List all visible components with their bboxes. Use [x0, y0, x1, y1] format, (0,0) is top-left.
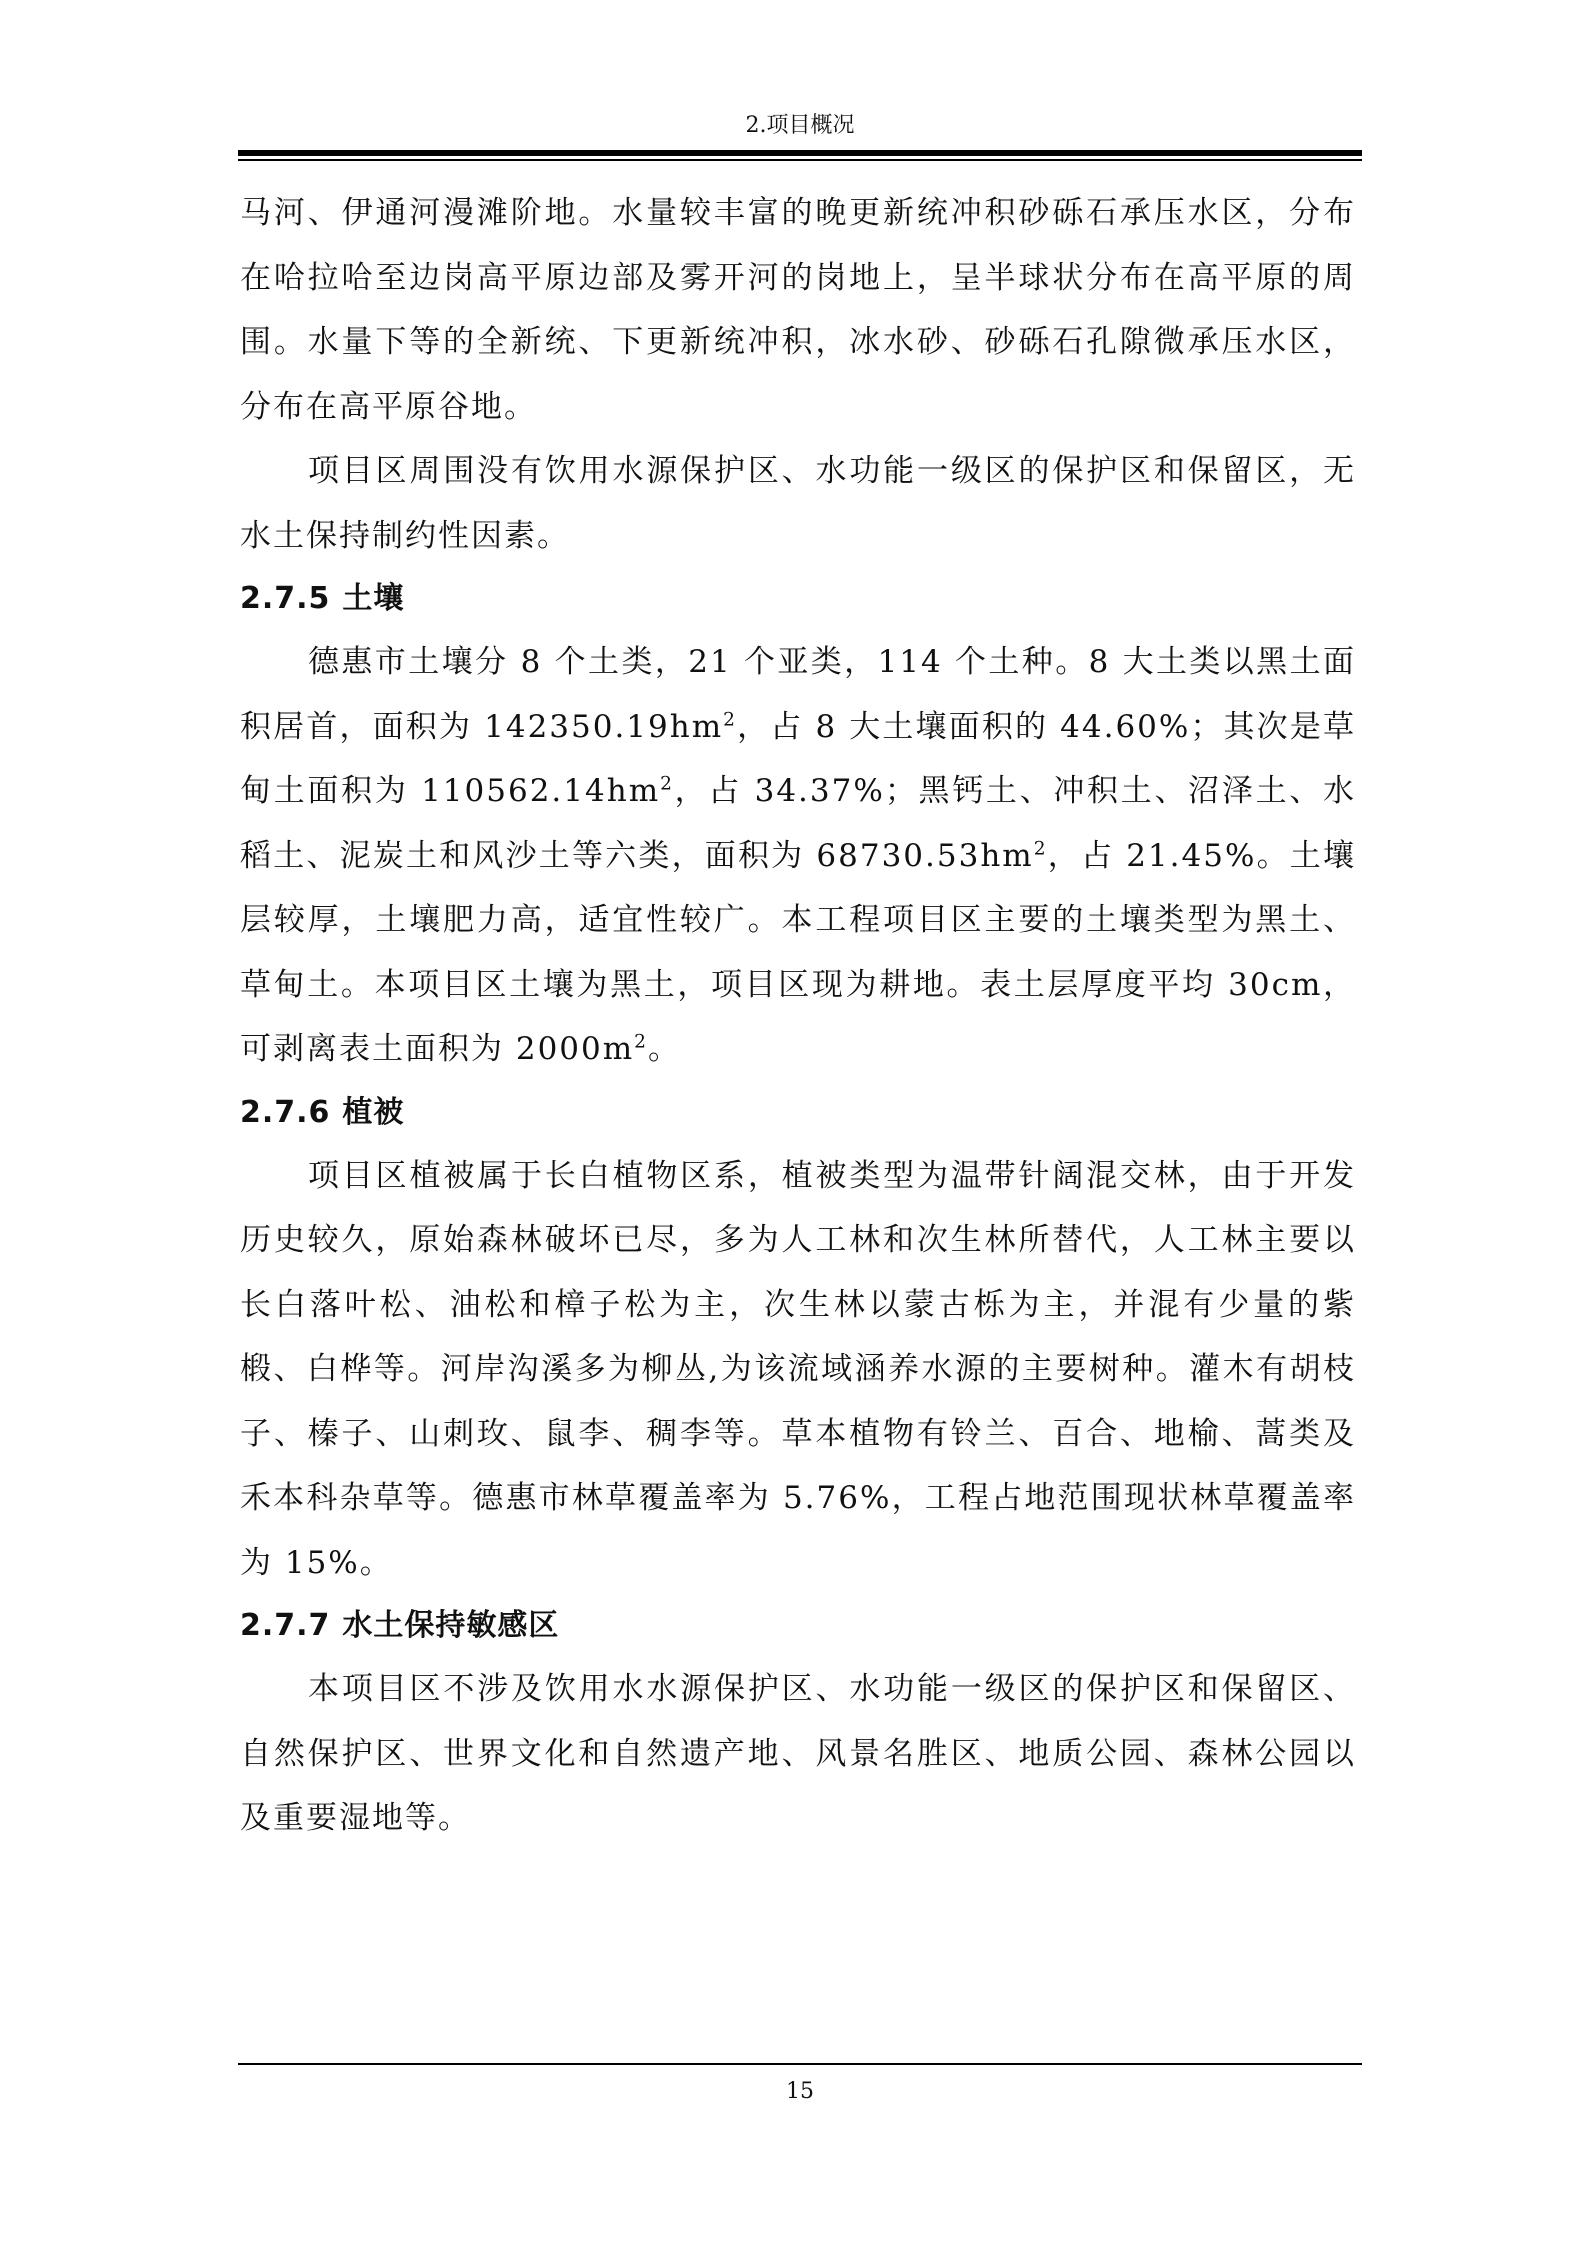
paragraph-water-source-protection: 项目区周围没有饮用水源保护区、水功能一级区的保护区和保留区，无水土保持制约性因素。: [240, 453, 1356, 554]
section-number: 2.7.5: [240, 581, 331, 616]
section-title: 土壤: [342, 581, 405, 616]
paragraph-vegetation: 项目区植被属于长白植物区系，植被类型为温带针阔混交林，由于开发历史较久，原始森林破坏已尽，多为人工林和次生林所替代，人工林主要以长白落叶松、油松和樟子松为主，次生林以蒙古栎为主，并混有少量的紫椴、白桦等。河岸沟溪多为柳丛,为该流域涵养水源的主要树种。灌木有胡枝子、榛子、山刺玫、鼠李、稠李等。草本植物有铃兰、百合、地榆、蒿类及禾本科杂草等。德惠市林草覆盖率为 5.76%，工程占地范围现状林草覆盖率为 15%。: [240, 1157, 1356, 1581]
paragraph-hydrogeology-continuation: 马河、伊通河漫滩阶地。水量较丰富的晚更新统冲积砂砾石承压水区，分布在哈拉哈至边岗高平原边部及雾开河的岗地上，呈半球状分布在高平原的周围。水量下等的全新统、下更新统冲积，冰水砂、砂砾石孔隙微承压水区，分布在高平原谷地。: [240, 195, 1356, 425]
section-number: 2.7.6: [240, 1094, 331, 1130]
section-heading-sensitive-areas: [240, 1595, 1356, 1657]
paragraph-soil: 德惠市土壤分 8 个土类，21 个亚类，114 个土种。8 大土类以黑土面积居首，面积为 $142350.19hm^2$，占 8 大土壤面积的 44.60%；其次是草甸土面积为 $110562.14hm^2$，占 34.37%；黑钙土、冲积土、沼泽土、水稻土、泥炭土和风沙土等六类，面积为 $68730.53hm^2$，占 21.45%。土壤层较厚，土壤肥力高，适宜性较广。本工程项目区主要的土壤类型为黑土、草甸土。本项目区土壤为黑土，项目区现为耕地。表土层厚度平均 30cm，可剥离表土面积为 $2000m^2$。: [240, 644, 1356, 1067]
header-rule-thick: [238, 150, 1362, 156]
header-rule-thin: [238, 159, 1362, 161]
section-title: 植被: [342, 1094, 405, 1130]
section-number: 2.7.7: [240, 1608, 331, 1643]
superscript: 2: [1033, 838, 1048, 860]
superscript: 2: [634, 1031, 648, 1053]
section-title: 水土保持敏感区: [342, 1608, 560, 1643]
running-header: 2.项目概况: [745, 113, 855, 138]
page-number: 15: [786, 2079, 814, 2104]
section-heading-soil: [240, 568, 1356, 630]
superscript: 2: [660, 773, 674, 795]
superscript: 2: [723, 709, 737, 731]
footer-rule: [238, 2063, 1362, 2065]
paragraph-sensitive-areas: 本项目区不涉及饮用水水源保护区、水功能一级区的保护区和保留区、自然保护区、世界文化和自然遗产地、风景名胜区、地质公园、森林公园以及重要湿地等。: [240, 1671, 1356, 1836]
section-heading-vegetation: [240, 1082, 1356, 1144]
page-body: [240, 181, 1356, 1851]
